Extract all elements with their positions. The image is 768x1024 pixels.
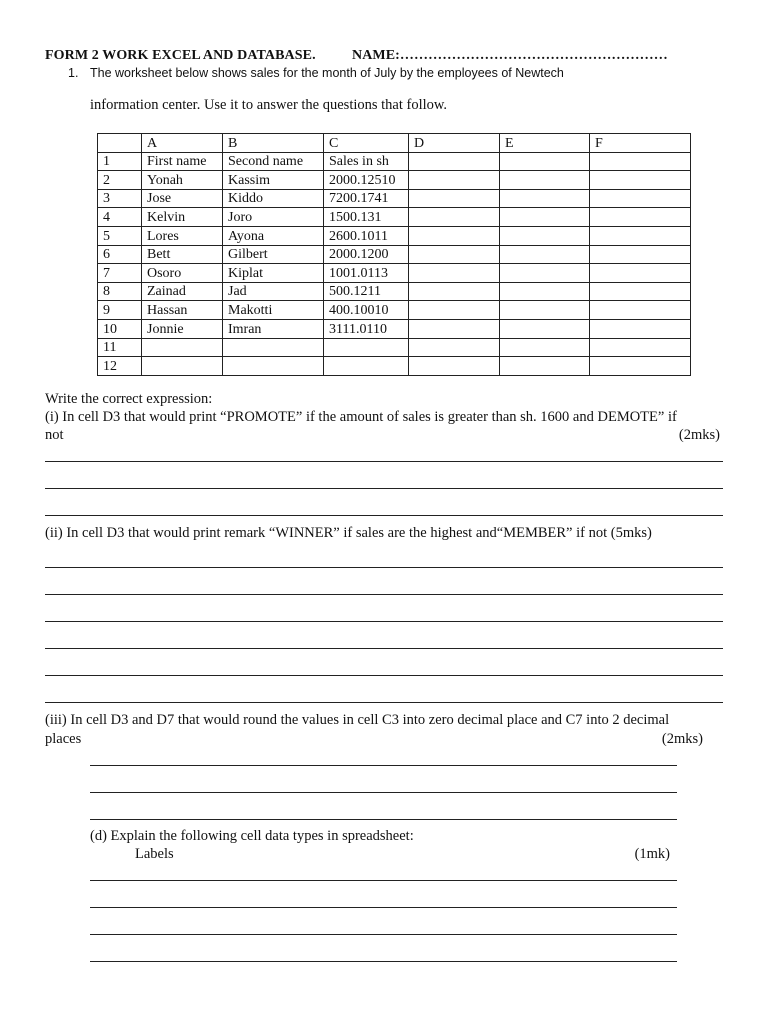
cell-col-b: Kassim [223,171,324,190]
name-field-label: NAME:………………………………………………… [352,48,668,63]
question-iii-line2: places [45,731,82,747]
cell-col-c [324,338,409,357]
question-i-marks: (2mks) [678,427,720,443]
question-number: 1. [68,66,79,80]
question-intro-line2: information center. Use it to answer the questions that follow. [90,97,448,113]
column-header-cell: D [409,134,500,153]
answer-line [90,792,677,793]
page-title: FORM 2 WORK EXCEL AND DATABASE. [45,48,316,63]
question-i-line2: not [45,427,64,443]
answer-line [45,621,723,622]
cell-col-c: 500.1211 [324,282,409,301]
cell-col-f [590,208,691,227]
cell-col-c: 1500.131 [324,208,409,227]
table-row [98,319,691,338]
cell-col-b: Joro [223,208,324,227]
answer-line [45,702,723,703]
cell-col-c: 2600.1011 [324,226,409,245]
cell-col-a: Osoro [142,264,223,283]
table-row [98,189,691,208]
cell-col-a: Bett [142,245,223,264]
worksheet-table [97,133,691,376]
cell-col-e [500,171,590,190]
question-d-text: (d) Explain the following cell data types in spreadsheet: [90,828,414,844]
answer-line [90,961,677,962]
answer-line [45,488,723,489]
cell-col-d [409,319,500,338]
cell-row-number: 9 [98,301,142,320]
column-header-cell: C [324,134,409,153]
question-iii-marks: (2mks) [661,731,703,747]
answer-line [45,461,723,462]
cell-row-number: 11 [98,338,142,357]
cell-col-c: 2000.12510 [324,171,409,190]
cell-col-b: Makotti [223,301,324,320]
cell-col-a: Hassan [142,301,223,320]
table-row [98,264,691,283]
cell-col-c: 7200.1741 [324,189,409,208]
cell-col-a [142,357,223,376]
answer-line [90,880,677,881]
answer-line [90,765,677,766]
question-intro-line1: The worksheet below shows sales for the month of July by the employees of Newtech [90,66,564,80]
cell-col-c: 400.10010 [324,301,409,320]
cell-col-b [223,338,324,357]
column-header-cell: B [223,134,324,153]
cell-col-d [409,357,500,376]
column-header-cell: A [142,134,223,153]
answer-line [90,819,677,820]
answer-line [90,907,677,908]
answer-line [90,934,677,935]
cell-col-b: Jad [223,282,324,301]
cell-col-a: Zainad [142,282,223,301]
cell-col-d [409,245,500,264]
cell-col-f [590,264,691,283]
cell-col-e [500,319,590,338]
cell-col-e [500,282,590,301]
cell-col-d [409,282,500,301]
question-d-marks: (1mk) [634,846,670,862]
instructions: Write the correct expression: [45,391,213,407]
table-row [98,338,691,357]
column-header-cell: F [590,134,691,153]
cell-col-f [590,282,691,301]
cell-col-c [324,357,409,376]
cell-col-d [409,226,500,245]
cell-row-number: 10 [98,319,142,338]
table-row [98,282,691,301]
table-row [98,301,691,320]
cell-row-number: 2 [98,171,142,190]
cell-col-d [409,189,500,208]
cell-col-b: Kiplat [223,264,324,283]
cell-col-e [500,152,590,171]
cell-col-a: Kelvin [142,208,223,227]
cell-col-e [500,264,590,283]
cell-col-a [142,338,223,357]
cell-col-e [500,208,590,227]
cell-col-f [590,226,691,245]
cell-row-number: 5 [98,226,142,245]
cell-col-d [409,338,500,357]
table-row [98,245,691,264]
column-header-row [98,134,691,153]
cell-col-e [500,245,590,264]
question-ii-text: (ii) In cell D3 that would print remark “WINNER” if sales are the highest and“MEMBER” if not (5mks) [45,525,652,541]
cell-col-b: Kiddo [223,189,324,208]
question-i-line1: (i) In cell D3 that would print “PROMOTE” if the amount of sales is greater than sh. 1600 and DEMOTE” if [45,409,677,425]
cell-row-number: 12 [98,357,142,376]
cell-col-a: Lores [142,226,223,245]
cell-col-c: 1001.0113 [324,264,409,283]
cell-col-a: Jose [142,189,223,208]
table-row [98,226,691,245]
cell-col-e [500,226,590,245]
cell-col-b: Ayona [223,226,324,245]
answer-line [45,515,723,516]
cell-col-f [590,245,691,264]
cell-col-a: Yonah [142,171,223,190]
cell-col-d [409,208,500,227]
cell-col-a: First name [142,152,223,171]
cell-col-e [500,301,590,320]
cell-col-c: 2000.1200 [324,245,409,264]
cell-col-f [590,301,691,320]
column-header-cell [98,134,142,153]
cell-col-b: Gilbert [223,245,324,264]
answer-line [45,648,723,649]
table-row [98,171,691,190]
table-row [98,208,691,227]
cell-col-d [409,264,500,283]
answer-line [45,675,723,676]
cell-col-c: 3111.0110 [324,319,409,338]
cell-col-f [590,357,691,376]
cell-row-number: 6 [98,245,142,264]
cell-col-e [500,357,590,376]
question-iii-line1: (iii) In cell D3 and D7 that would round the values in cell C3 into zero decimal place and C7 into 2 decimal [45,712,670,728]
answer-line [45,594,723,595]
cell-row-number: 8 [98,282,142,301]
cell-col-e [500,338,590,357]
cell-col-f [590,319,691,338]
cell-row-number: 1 [98,152,142,171]
cell-col-b: Second name [223,152,324,171]
cell-row-number: 7 [98,264,142,283]
cell-col-b [223,357,324,376]
cell-col-f [590,152,691,171]
cell-col-d [409,301,500,320]
cell-col-f [590,338,691,357]
cell-col-e [500,189,590,208]
cell-col-b: Imran [223,319,324,338]
cell-col-f [590,189,691,208]
column-header-cell: E [500,134,590,153]
cell-row-number: 3 [98,189,142,208]
cell-col-a: Jonnie [142,319,223,338]
question-d-sub: Labels [135,846,174,862]
cell-col-d [409,171,500,190]
cell-col-d [409,152,500,171]
table-row [98,152,691,171]
cell-col-f [590,171,691,190]
table-row [98,357,691,376]
cell-col-c: Sales in sh [324,152,409,171]
cell-row-number: 4 [98,208,142,227]
answer-line [45,567,723,568]
